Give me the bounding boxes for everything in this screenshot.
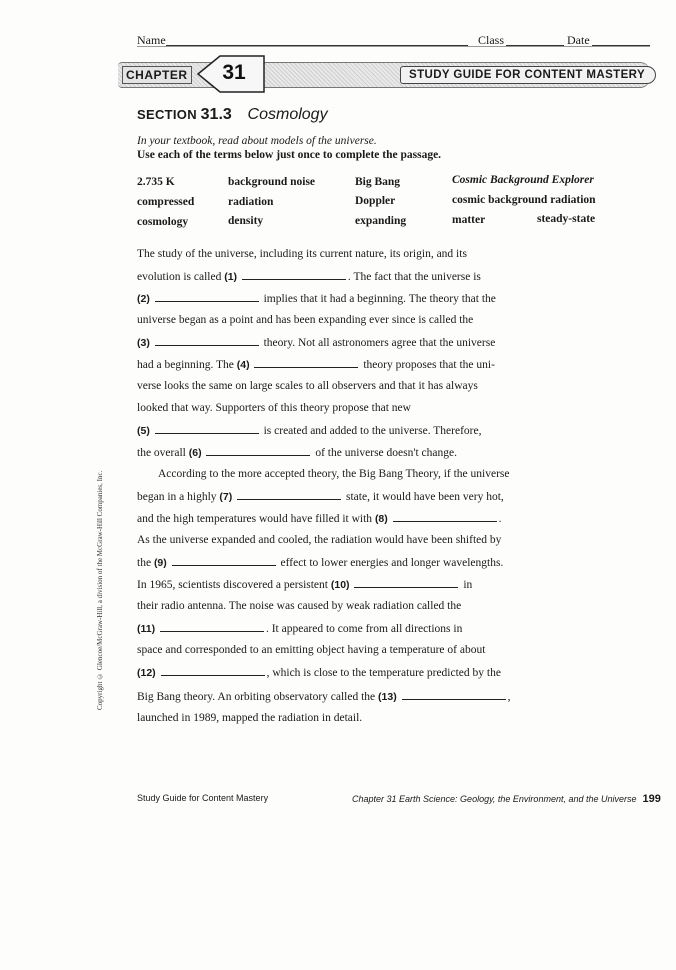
passage-line: As the universe expanded and cooled, the radiation would have been shifted by	[137, 534, 502, 546]
term: steady-state	[537, 213, 596, 225]
page-number: 199	[642, 793, 661, 805]
passage-line: According to the more accepted theory, the Big Bang Theory, if the universe	[158, 468, 510, 480]
blank-number: (8)	[374, 513, 388, 525]
term: Big Bang	[355, 176, 401, 188]
answer-blank-12[interactable]	[161, 666, 265, 676]
term: cosmology	[137, 216, 189, 228]
term: background noise	[228, 176, 316, 188]
instruction-line-2: Use each of the terms below just once to complete the passage.	[137, 149, 442, 161]
name-label: Name	[137, 33, 166, 47]
section-number: 31.3	[200, 106, 232, 123]
passage-line: (3) theory. Not all astronomers agree that the universe	[137, 337, 496, 349]
term: cosmic background radiation	[452, 194, 596, 206]
term: radiation	[228, 196, 274, 208]
blank-number: (4)	[236, 359, 250, 371]
blank-number: (3)	[137, 337, 150, 349]
answer-blank-4[interactable]	[254, 358, 358, 368]
passage-line: had a beginning. The (4) theory proposes that the uni-	[137, 359, 495, 371]
answer-blank-7[interactable]	[237, 490, 341, 500]
answer-blank-10[interactable]	[354, 578, 458, 588]
passage-line: The study of the universe, including its current nature, its origin, and its	[137, 248, 467, 260]
passage-line: universe began as a point and has been expanding ever since is called the	[137, 314, 474, 326]
term: density	[228, 215, 264, 227]
blank-number: (1)	[224, 271, 238, 283]
blank-number: (2)	[137, 293, 150, 305]
answer-blank-8[interactable]	[393, 512, 497, 522]
passage-line: In 1965, scientists discovered a persistent (10) in	[137, 579, 473, 591]
blank-number: (6)	[188, 447, 202, 459]
passage-line: space and corresponded to an emitting object having a temperature of about	[137, 644, 486, 656]
passage-line: verse looks the same on large scales to all observers and that it has always	[137, 380, 478, 392]
blank-number: (9)	[153, 557, 167, 569]
passage-line: (11) . It appeared to come from all directions in	[137, 623, 463, 635]
term: expanding	[355, 215, 407, 227]
answer-blank-1[interactable]	[242, 270, 346, 280]
passage-line: (2) implies that it had a beginning. The theory that the	[137, 293, 496, 305]
term: compressed	[137, 196, 195, 208]
passage-line: the (9) effect to lower energies and longer wavelengths.	[137, 557, 504, 569]
passage-line: and the high temperatures would have filled it with (8) .	[137, 513, 502, 525]
footer-right	[352, 793, 661, 805]
passage-line: (12) , which is close to the temperature predicted by the	[137, 667, 501, 679]
instruction-line-1: In your textbook, read about models of the universe.	[137, 135, 377, 147]
passage-line: their radio antenna. The noise was caused by weak radiation called the	[137, 600, 462, 612]
answer-blank-13[interactable]	[402, 690, 506, 700]
chapter-label: CHAPTER	[122, 66, 192, 84]
chapter-number: 31	[222, 61, 246, 84]
answer-blank-3[interactable]	[155, 336, 259, 346]
section-title: Cosmology	[247, 106, 328, 123]
footer-left: Study Guide for Content Mastery	[137, 793, 269, 803]
blank-number: (5)	[137, 425, 150, 437]
section-heading	[137, 106, 328, 124]
header-rule	[137, 46, 650, 47]
passage-line: the overall (6) of the universe doesn't change.	[137, 447, 457, 459]
term: 2.735 K	[137, 176, 175, 188]
answer-blank-6[interactable]	[206, 446, 310, 456]
class-label: Class	[478, 33, 505, 47]
passage-line: evolution is called (1) . The fact that the universe is	[137, 271, 481, 283]
blank-number: (10)	[330, 579, 350, 591]
study-guide-title: STUDY GUIDE FOR CONTENT MASTERY	[400, 66, 656, 84]
blank-number: (13)	[378, 691, 397, 703]
term: Cosmic Background Explorer	[452, 174, 594, 186]
passage-line: looked that way. Supporters of this theory propose that new	[137, 402, 411, 414]
passage-line: (5) is created and added to the universe. Therefore,	[137, 425, 482, 437]
passage-line: Big Bang theory. An orbiting observatory called the (13) ,	[137, 691, 511, 703]
copyright-notice: Copyright © Glencoe/McGraw-Hill, a division of the McGraw-Hill Companies, Inc.	[96, 470, 104, 710]
section-label: SECTION	[137, 107, 197, 122]
blank-number: (7)	[219, 491, 233, 503]
answer-blank-11[interactable]	[160, 622, 264, 632]
passage-line: launched in 1989, mapped the radiation in detail.	[137, 712, 363, 724]
term: matter	[452, 214, 486, 226]
answer-blank-9[interactable]	[172, 556, 276, 566]
answer-blank-2[interactable]	[155, 292, 259, 302]
term: Doppler	[355, 195, 396, 207]
answer-blank-5[interactable]	[155, 424, 259, 434]
date-label: Date	[567, 33, 590, 47]
blank-number: (12)	[137, 667, 156, 679]
blank-number: (11)	[137, 623, 156, 635]
footer-chapter-title: Chapter 31 Earth Science: Geology, the Environment, and the Universe	[352, 794, 637, 804]
passage-line: began in a highly (7) state, it would have been very hot,	[137, 491, 504, 503]
